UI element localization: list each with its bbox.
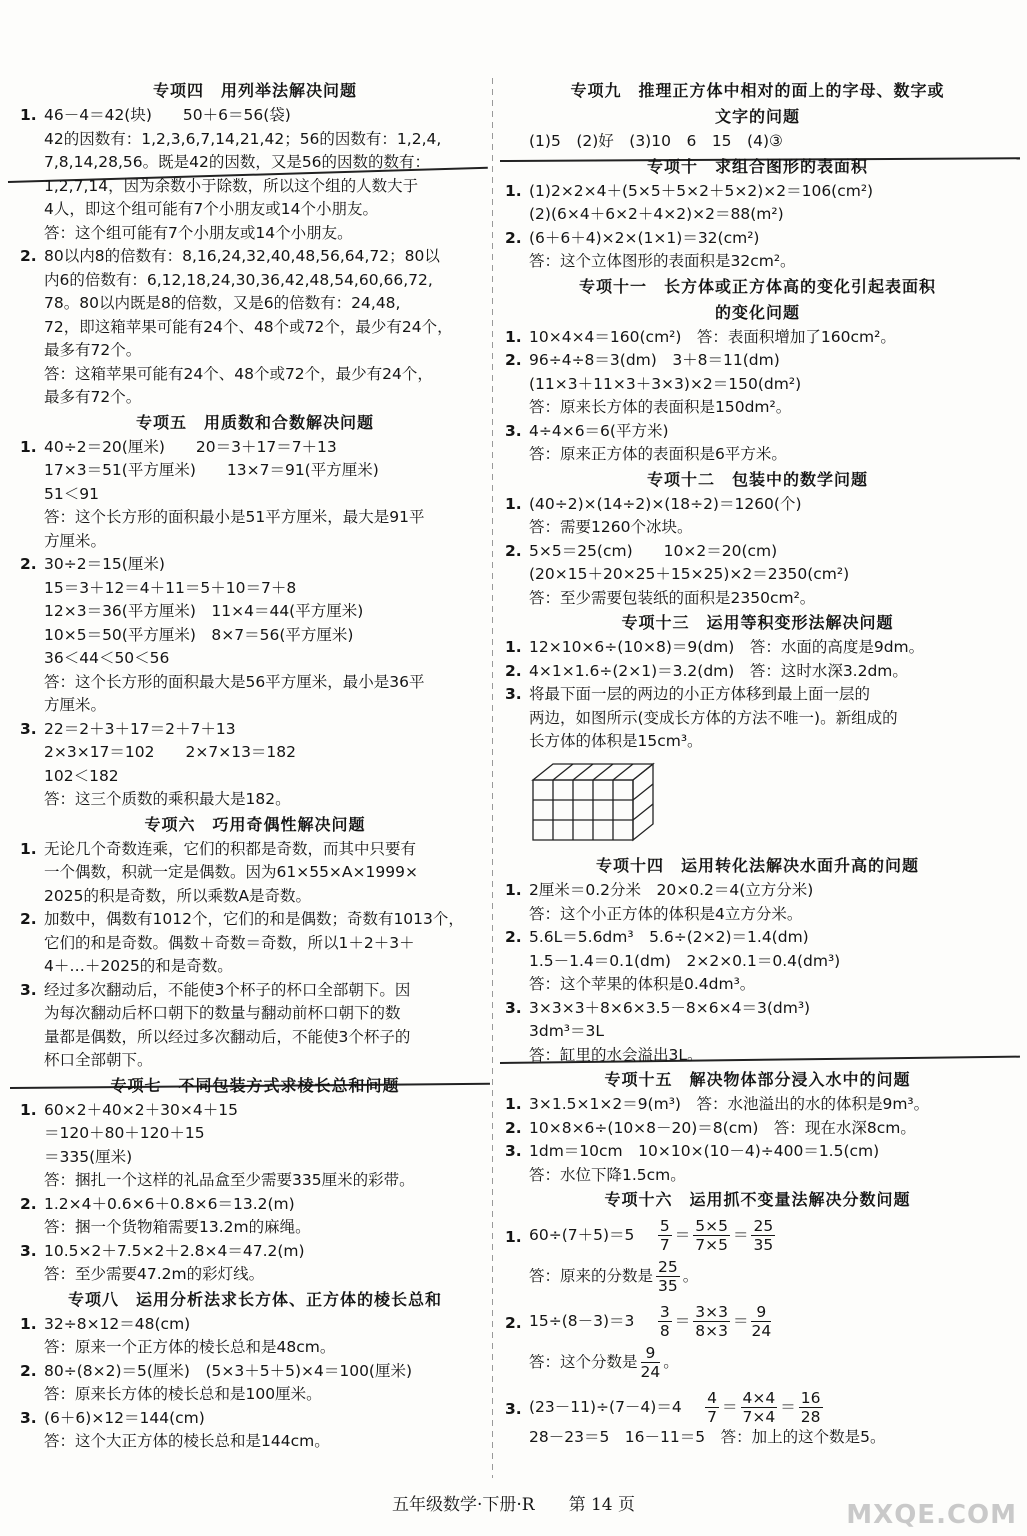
column-divider — [492, 78, 493, 1478]
answer-line: 方厘米。 — [44, 531, 107, 550]
answer-line: (1)2×2×4＋(5×5＋5×2＋5×2)×2＝106(cm²) — [529, 181, 874, 200]
answer-line: 4÷4×6＝6(平方米) — [529, 421, 669, 440]
answer-line: 答：这个立体图形的表面积是32cm²。 — [529, 252, 796, 270]
section-title: 专项五 用质数和合数解决问题 — [135, 412, 374, 432]
answer-line: 答：缸里的水会溢出3L。 — [529, 1045, 703, 1064]
section-title: 专项八 运用分析法求长方体、正方体的棱长总和 — [67, 1289, 442, 1309]
answer-line: 1,2,7,14，因为余数小于除数，所以这个组的人数大于 — [44, 176, 419, 195]
section-title: 专项十一 长方体或正方体高的变化引起表面积 — [578, 276, 936, 296]
question: 3. 将最下面一层的两边的小正方体移到最上面一层的 两边，如图所示(变成长方体的方法不唯一)。新组成的 长方体的体积是15cm³。 — [505, 683, 1010, 754]
answer-line: 它们的和是奇数。偶数＋奇数＝奇数，所以1＋2＋3＋ — [44, 933, 415, 952]
answer-line: 2025的积是奇数，所以乘数A是奇数。 — [44, 886, 312, 905]
question: 2. 10×8×6÷(10×8－20)＝8(cm) 答：现在水深8cm。 — [505, 1117, 1010, 1141]
answer-line: 12×10×6÷(10×8)＝9(dm) 答：水面的高度是9dm。 — [529, 638, 925, 656]
answer-line: (2)(6×4＋6×2＋4×2)×2＝88(m²) — [529, 205, 784, 223]
section-title: 专项十四 运用转化法解决水面升高的问题 — [595, 856, 919, 875]
question: 1. 3×1.5×1×2＝9(m³) 答：水池溢出的水的体积是9m³。 — [505, 1093, 1010, 1117]
answer-line: 36＜44＜50＜56 — [44, 649, 170, 667]
section-title: 专项十六 运用抓不变量法解决分数问题 — [604, 1190, 911, 1209]
answer-line: 最多有72个。 — [44, 388, 142, 406]
answer-line: 7,8,14,28,56。既是42的因数，又是56的因数的数有： — [44, 153, 431, 171]
answer-line: 答：这个组可能有7个小朋友或14个小朋友。 — [44, 223, 353, 242]
answer-line: 2×3×17＝102 2×7×13＝182 — [44, 743, 297, 761]
question: 3. 经过多次翻动后，不能使3个杯子的杯口全部朝下。因 为每次翻动后杯口朝下的数量与翻动前杯口朝下的数 量都是偶数，所以经过多次翻动后，不能使3个杯子的 杯口全部朝下。 — [20, 979, 490, 1073]
question: 1. 2厘米＝0.2分米 20×0.2＝4(立方分米) 答：这个小正方体的体积是4立方分米。 — [505, 879, 1010, 926]
question: 1. 32÷8×12＝48(cm) 答：原来一个正方体的棱长总和是48cm。 — [20, 1313, 490, 1360]
question: 2. 80÷(8×2)＝5(厘米) (5×3＋5＋5)×4＝100(厘米) 答：原来长方体的棱长总和是100厘米。 — [20, 1360, 490, 1407]
answer-line: 答：捆扎一个这样的礼品盒至少需要335厘米的彩带。 — [44, 1171, 415, 1189]
section-title: 的变化问题 — [714, 302, 800, 322]
question: 2. 5.6L＝5.6dm³ 5.6÷(2×2)＝1.4(dm) 1.5－1.4＝0.1(dm) 2×2×0.1＝0.4(dm³) 答：这个苹果的体积是0.4dm³。 — [505, 926, 1010, 997]
answer-line: 两边，如图所示(变成长方体的方法不唯一)。新组成的 — [529, 708, 898, 727]
section-title: 专项十五 解决物体部分浸入水中的问题 — [604, 1070, 911, 1089]
answer-line: 10.5×2＋7.5×2＋2.8×4＝47.2(m) — [44, 1241, 305, 1260]
answer-line: (11×3＋11×3＋3×3)×2＝150(dm²) — [529, 374, 802, 393]
fraction: $\frac{9}{24}$ — [640, 1344, 661, 1381]
question: 1. 46－4＝42(块) 50＋6＝56(袋) 42的因数有：1,2,3,6,7,14,21,42；56的因数有：1,2,4, 7,8,14,28,56。既是42的因数，又是56的因数的数有： 1,2,7,14，因为余数小于除数，所以这个组的人数大于 4人，即这个组可能有7个小朋友或14个小朋友。 答：这个组可能有7个小朋友或14个小朋友。 — [20, 104, 490, 245]
cuboid-figure — [531, 760, 1010, 850]
question: 2. 80以内8的倍数有：8,16,24,32,40,48,56,64,72；80以 内6的倍数有：6,12,18,24,30,36,42,48,54,60,66,72, 78。80以内既是8的倍数，又是6的倍数有：24,48, 72，即这箱苹果可能有24个、48个或72个，最少有24个， 最多有72个。 答：这箱苹果可能有24个、48个或72个，最少有24个， 最多有72个。 — [20, 245, 490, 410]
answer-line: 答：原来一个正方体的棱长总和是48cm。 — [44, 1338, 336, 1356]
answer-line: (1)5 (2)好 (3)10 6 15 (4)③ — [529, 132, 783, 150]
answer-line: 5.6L＝5.6dm³ 5.6÷(2×2)＝1.4(dm) — [529, 928, 809, 946]
answer-line: 30÷2＝15(厘米) — [44, 555, 165, 573]
answer-line: 10×5＝50(平方厘米) 8×7＝56(平方厘米) — [44, 625, 354, 644]
answer-line: 量都是偶数，所以经过多次翻动后，不能使3个杯子的 — [44, 1027, 411, 1046]
section-title: 专项十三 运用等积变形法解决问题 — [621, 613, 894, 632]
answer-line: 答：这个苹果的体积是0.4dm³。 — [529, 975, 756, 993]
answer-line: 4＋…＋2025的和是奇数。 — [44, 957, 233, 975]
answer-line: (6＋6＋4)×2×(1×1)＝32(cm²) — [529, 228, 760, 247]
answer-line: 15＝3＋12＝4＋11＝5＋10＝7＋8 — [44, 578, 297, 597]
question: 1. 无论几个奇数连乘，它们的积都是奇数，而其中只要有 一个偶数，积就一定是偶数。因为61×55×A×1999× 2025的积是奇数，所以乘数A是奇数。 — [20, 838, 490, 909]
answer-line: ＝335(厘米) — [44, 1147, 133, 1166]
fraction: $\frac{16}{28}$ — [800, 1389, 821, 1426]
question: 2. 5×5＝25(cm) 10×2＝20(cm) (20×15＋20×25＋15×25)×2＝2350(cm²) 答：至少需要包装纸的面积是2350cm²。 — [505, 540, 1010, 611]
answer-line: 1.2×4＋0.6×6＋0.8×6＝13.2(m) — [44, 1194, 295, 1213]
answer-line: 杯口全部朝下。 — [44, 1051, 153, 1069]
answer-line: 3×3×3＋8×6×3.5－8×6×4＝3(dm³) — [529, 998, 811, 1017]
answer-line: 3×1.5×1×2＝9(m³) 答：水池溢出的水的体积是9m³。 — [529, 1095, 930, 1113]
right-column — [505, 78, 1010, 1450]
section-title: 专项七 不同包装方式求棱长总和问题 — [110, 1075, 400, 1095]
answer-line: 1dm＝10cm 10×10×(10－4)÷400＝1.5(cm) — [529, 1142, 880, 1160]
question: 2. (6＋6＋4)×2×(1×1)＝32(cm²) 答：这个立体图形的表面积是32cm²。 — [505, 227, 1010, 274]
question: 3. (23－11)÷(7－4)＝4 $\frac{4}{7}$ ＝ $\frac{4\times 4}{7\times 4}$ ＝ $\frac{16}{28}$ 28－23＝5 16－11＝5 答：加上的这个数是5。 — [505, 1389, 886, 1446]
answer-line: 答：原来长方体的棱长总和是100厘米。 — [44, 1385, 322, 1403]
fraction: $\frac{25}{35}$ — [658, 1258, 678, 1295]
answer-line: 2厘米＝0.2分米 20×0.2＝4(立方分米) — [529, 881, 814, 899]
answer-line: 答：这个长方形的面积最大是56平方厘米，最小是36平 — [44, 672, 425, 691]
answer-line: 80÷(8×2)＝5(厘米) (5×3＋5＋5)×4＝100(厘米) — [44, 1361, 413, 1380]
answer-line: 80以内8的倍数有：8,16,24,32,40,48,56,64,72；80以 — [44, 247, 440, 265]
answer-line: 78。80以内既是8的倍数，又是6的倍数有：24,48, — [44, 294, 401, 312]
question: 1. 60×2＋40×2＋30×4＋15 ＝120＋80＋120＋15 ＝335(厘米) 答：捆扎一个这样的礼品盒至少需要335厘米的彩带。 — [20, 1099, 490, 1193]
answer-line: 答：这三个质数的乘积最大是182。 — [44, 790, 291, 808]
section-title: 专项四 用列举法解决问题 — [152, 81, 357, 100]
answer-line: 40÷2＝20(厘米) 20＝3＋17＝7＋13 — [44, 437, 337, 456]
answer-line: 答：至少需要47.2m的彩灯线。 — [44, 1265, 265, 1283]
answer-line: 加数中，偶数有1012个，它们的和是偶数；奇数有1013个， — [44, 910, 464, 928]
fraction: $\frac{4\times 4}{7\times 4}$ — [742, 1389, 776, 1426]
question: 3. 4÷4×6＝6(平方米) 答：原来正方体的表面积是6平方米。 — [505, 420, 1010, 467]
question: 2. 加数中，偶数有1012个，它们的和是偶数；奇数有1013个， 它们的和是奇数。偶数＋奇数＝奇数，所以1＋2＋3＋ 4＋…＋2025的和是奇数。 — [20, 908, 490, 979]
section-title: 专项十 求组合图形的表面积 — [646, 156, 868, 176]
question: 2. 96÷4÷8＝3(dm) 3＋8＝11(dm) (11×3＋11×3＋3×3)×2＝150(dm²) 答：原来长方体的表面积是150dm²。 — [505, 349, 1010, 420]
answer-line: (6＋6)×12＝144(cm) — [44, 1408, 205, 1427]
answer-line: 为每次翻动后杯口朝下的数量与翻动前杯口朝下的数 — [44, 1004, 401, 1022]
question: 3. 3×3×3＋8×6×3.5－8×6×4＝3(dm³) 3dm³＝3L 答：缸里的水会溢出3L。 — [505, 997, 1010, 1068]
section-title: 专项九 推理正方体中相对的面上的字母、数字或 — [570, 81, 945, 100]
question: 2. 15÷(8－3)＝3 $\frac{3}{8}$ ＝ $\frac{3\times 3}{8\times 3}$ ＝ $\frac{9}{24}$ 答：这个分数是 $\frac{9}{24}$ 。 — [505, 1303, 772, 1381]
section-title: 文字的问题 — [714, 107, 800, 126]
answer-line: 一个偶数，积就一定是偶数。因为61×55×A×1999× — [44, 863, 418, 881]
fraction: $\frac{5}{7}$ — [659, 1217, 670, 1254]
answer-line: 答：原来长方体的表面积是150dm²。 — [529, 398, 792, 416]
fraction: $\frac{5\times 5}{7\times 5}$ — [695, 1217, 728, 1254]
answer-line: 经过多次翻动后，不能使3个杯子的杯口全部朝下。因 — [44, 980, 411, 999]
question: 3. (6＋6)×12＝144(cm) 答：这个大正方体的棱长总和是144cm。 — [20, 1407, 490, 1454]
answer-line: 5×5＝25(cm) 10×2＝20(cm) — [529, 541, 778, 560]
answer-line: 答：捆一个货物箱需要13.2m的麻绳。 — [44, 1218, 311, 1236]
fraction: $\frac{4}{7}$ — [707, 1389, 718, 1426]
question: 1. (1)2×2×4＋(5×5＋5×2＋5×2)×2＝106(cm²) (2)(6×4＋6×2＋4×2)×2＝88(m²) — [505, 180, 1010, 227]
answer-line: 12×3＝36(平方厘米) 11×4＝44(平方厘米) — [44, 602, 364, 620]
answer-line: 1.5－1.4＝0.1(dm) 2×2×0.1＝0.4(dm³) — [529, 951, 841, 970]
answer-line: 60×2＋40×2＋30×4＋15 — [44, 1100, 238, 1119]
question: 3. 1dm＝10cm 10×10×(10－4)÷400＝1.5(cm) 答：水位下降1.5cm。 — [505, 1140, 1010, 1187]
question: 1. 10×4×4＝160(cm²) 答：表面积增加了160cm²。 — [505, 326, 1010, 350]
answer-line: 4人，即这个组可能有7个小朋友或14个小朋友。 — [44, 200, 378, 218]
answer-line: 22＝2＋3＋17＝2＋7＋13 — [44, 719, 236, 738]
fraction: $\frac{3}{8}$ — [659, 1303, 670, 1340]
answer-line: 最多有72个。 — [44, 341, 142, 359]
answer-line: (40÷2)×(14÷2)×(18÷2)＝1260(个) — [529, 494, 802, 513]
answer-line: 答：原来正方体的表面积是6平方米。 — [529, 445, 787, 463]
question: 2. 1.2×4＋0.6×6＋0.8×6＝13.2(m) 答：捆一个货物箱需要13.2m的麻绳。 — [20, 1193, 490, 1240]
answer-line: 3dm³＝3L — [529, 1022, 605, 1040]
answer-line: 32÷8×12＝48(cm) — [44, 1314, 191, 1333]
answer-line: 答：需要1260个冰块。 — [529, 518, 693, 536]
fraction: $\frac{9}{24}$ — [751, 1303, 772, 1340]
section-title: 专项十二 包装中的数学问题 — [646, 469, 868, 489]
answer-line: 长方体的体积是15cm³。 — [529, 732, 703, 750]
answer-line: 17×3＝51(平方厘米) 13×7＝91(平方厘米) — [44, 461, 379, 479]
answer-line: 102＜182 — [44, 766, 119, 785]
answer-line: 42的因数有：1,2,3,6,7,14,21,42；56的因数有：1,2,4, — [44, 129, 442, 148]
answer-line: ＝120＋80＋120＋15 — [44, 1124, 205, 1142]
question: 2. 30÷2＝15(厘米) 15＝3＋12＝4＋11＝5＋10＝7＋8 12×3＝36(平方厘米) 11×4＝44(平方厘米) 10×5＝50(平方厘米) 8×7＝56(平方厘米) 36＜44＜50＜56 答：这个长方形的面积最大是56平方厘米，最小是36平 方厘米。 — [20, 553, 490, 718]
answer-line: 内6的倍数有：6,12,18,24,30,36,42,48,54,60,66,72, — [44, 270, 433, 289]
page-footer: 五年级数学·下册·R 第 14 页 — [391, 1495, 636, 1515]
question: 2. 4×1×1.6÷(2×1)＝3.2(dm) 答：这时水深3.2dm。 — [505, 660, 1010, 684]
answer-line: 将最下面一层的两边的小正方体移到最上面一层的 — [529, 685, 871, 703]
answer-line: 答：这个长方形的面积最小是51平方厘米，最大是91平 — [44, 508, 425, 526]
question: 1. (40÷2)×(14÷2)×(18÷2)＝1260(个) 答：需要1260个冰块。 — [505, 493, 1010, 540]
left-column — [20, 78, 490, 1454]
answer-line: 无论几个奇数连乘，它们的积都是奇数，而其中只要有 — [44, 839, 417, 858]
section-title: 专项六 巧用奇偶性解决问题 — [144, 814, 366, 834]
fraction: $\frac{3\times 3}{8\times 3}$ — [695, 1303, 728, 1340]
question: 3. 22＝2＋3＋17＝2＋7＋13 2×3×17＝102 2×7×13＝182 102＜182 答：这三个质数的乘积最大是182。 — [20, 718, 490, 812]
answer-line: 方厘米。 — [44, 696, 107, 714]
question: 1. 60÷(7＋5)＝5 $\frac{5}{7}$ ＝ $\frac{5\times 5}{7\times 5}$ ＝ $\frac{25}{35}$ 答：原来的分数是 $\frac{25}{35}$ 。 — [505, 1217, 774, 1295]
answer-line: 答：这箱苹果可能有24个、48个或72个，最少有24个， — [44, 364, 433, 383]
answer-line: 10×4×4＝160(cm²) 答：表面积增加了160cm²。 — [529, 327, 896, 346]
answer-line: 72，即这箱苹果可能有24个、48个或72个，最少有24个， — [44, 317, 453, 336]
answer-line: 96÷4÷8＝3(dm) 3＋8＝11(dm) — [529, 351, 780, 369]
answer-line: (20×15＋20×25＋15×25)×2＝2350(cm²) — [529, 565, 850, 583]
question: 1. 12×10×6÷(10×8)＝9(dm) 答：水面的高度是9dm。 — [505, 636, 1010, 660]
answer-line: 答：这个大正方体的棱长总和是144cm。 — [44, 1432, 330, 1450]
question: 1. 40÷2＝20(厘米) 20＝3＋17＝7＋13 17×3＝51(平方厘米) 13×7＝91(平方厘米) 51＜91 答：这个长方形的面积最小是51平方厘米，最大是91平 方厘米。 — [20, 436, 490, 554]
answer-line: 答：水位下降1.5cm。 — [529, 1165, 686, 1184]
fraction: $\frac{25}{35}$ — [753, 1217, 774, 1254]
answer-line: 46－4＝42(块) 50＋6＝56(袋) — [44, 106, 291, 124]
answer-line: 答：这个小正方体的体积是4立方分米。 — [529, 904, 803, 923]
answer-line: 51＜91 — [44, 484, 99, 503]
question: 3. 10.5×2＋7.5×2＋2.8×4＝47.2(m) 答：至少需要47.2m的彩灯线。 — [20, 1240, 490, 1287]
answer-line: 10×8×6÷(10×8－20)＝8(cm) 答：现在水深8cm。 — [529, 1118, 916, 1137]
watermark: MXQE.COM — [846, 1500, 1017, 1530]
answer-line: 4×1×1.6÷(2×1)＝3.2(dm) 答：这时水深3.2dm。 — [529, 661, 908, 680]
answer-line: 答：至少需要包装纸的面积是2350cm²。 — [529, 588, 816, 607]
